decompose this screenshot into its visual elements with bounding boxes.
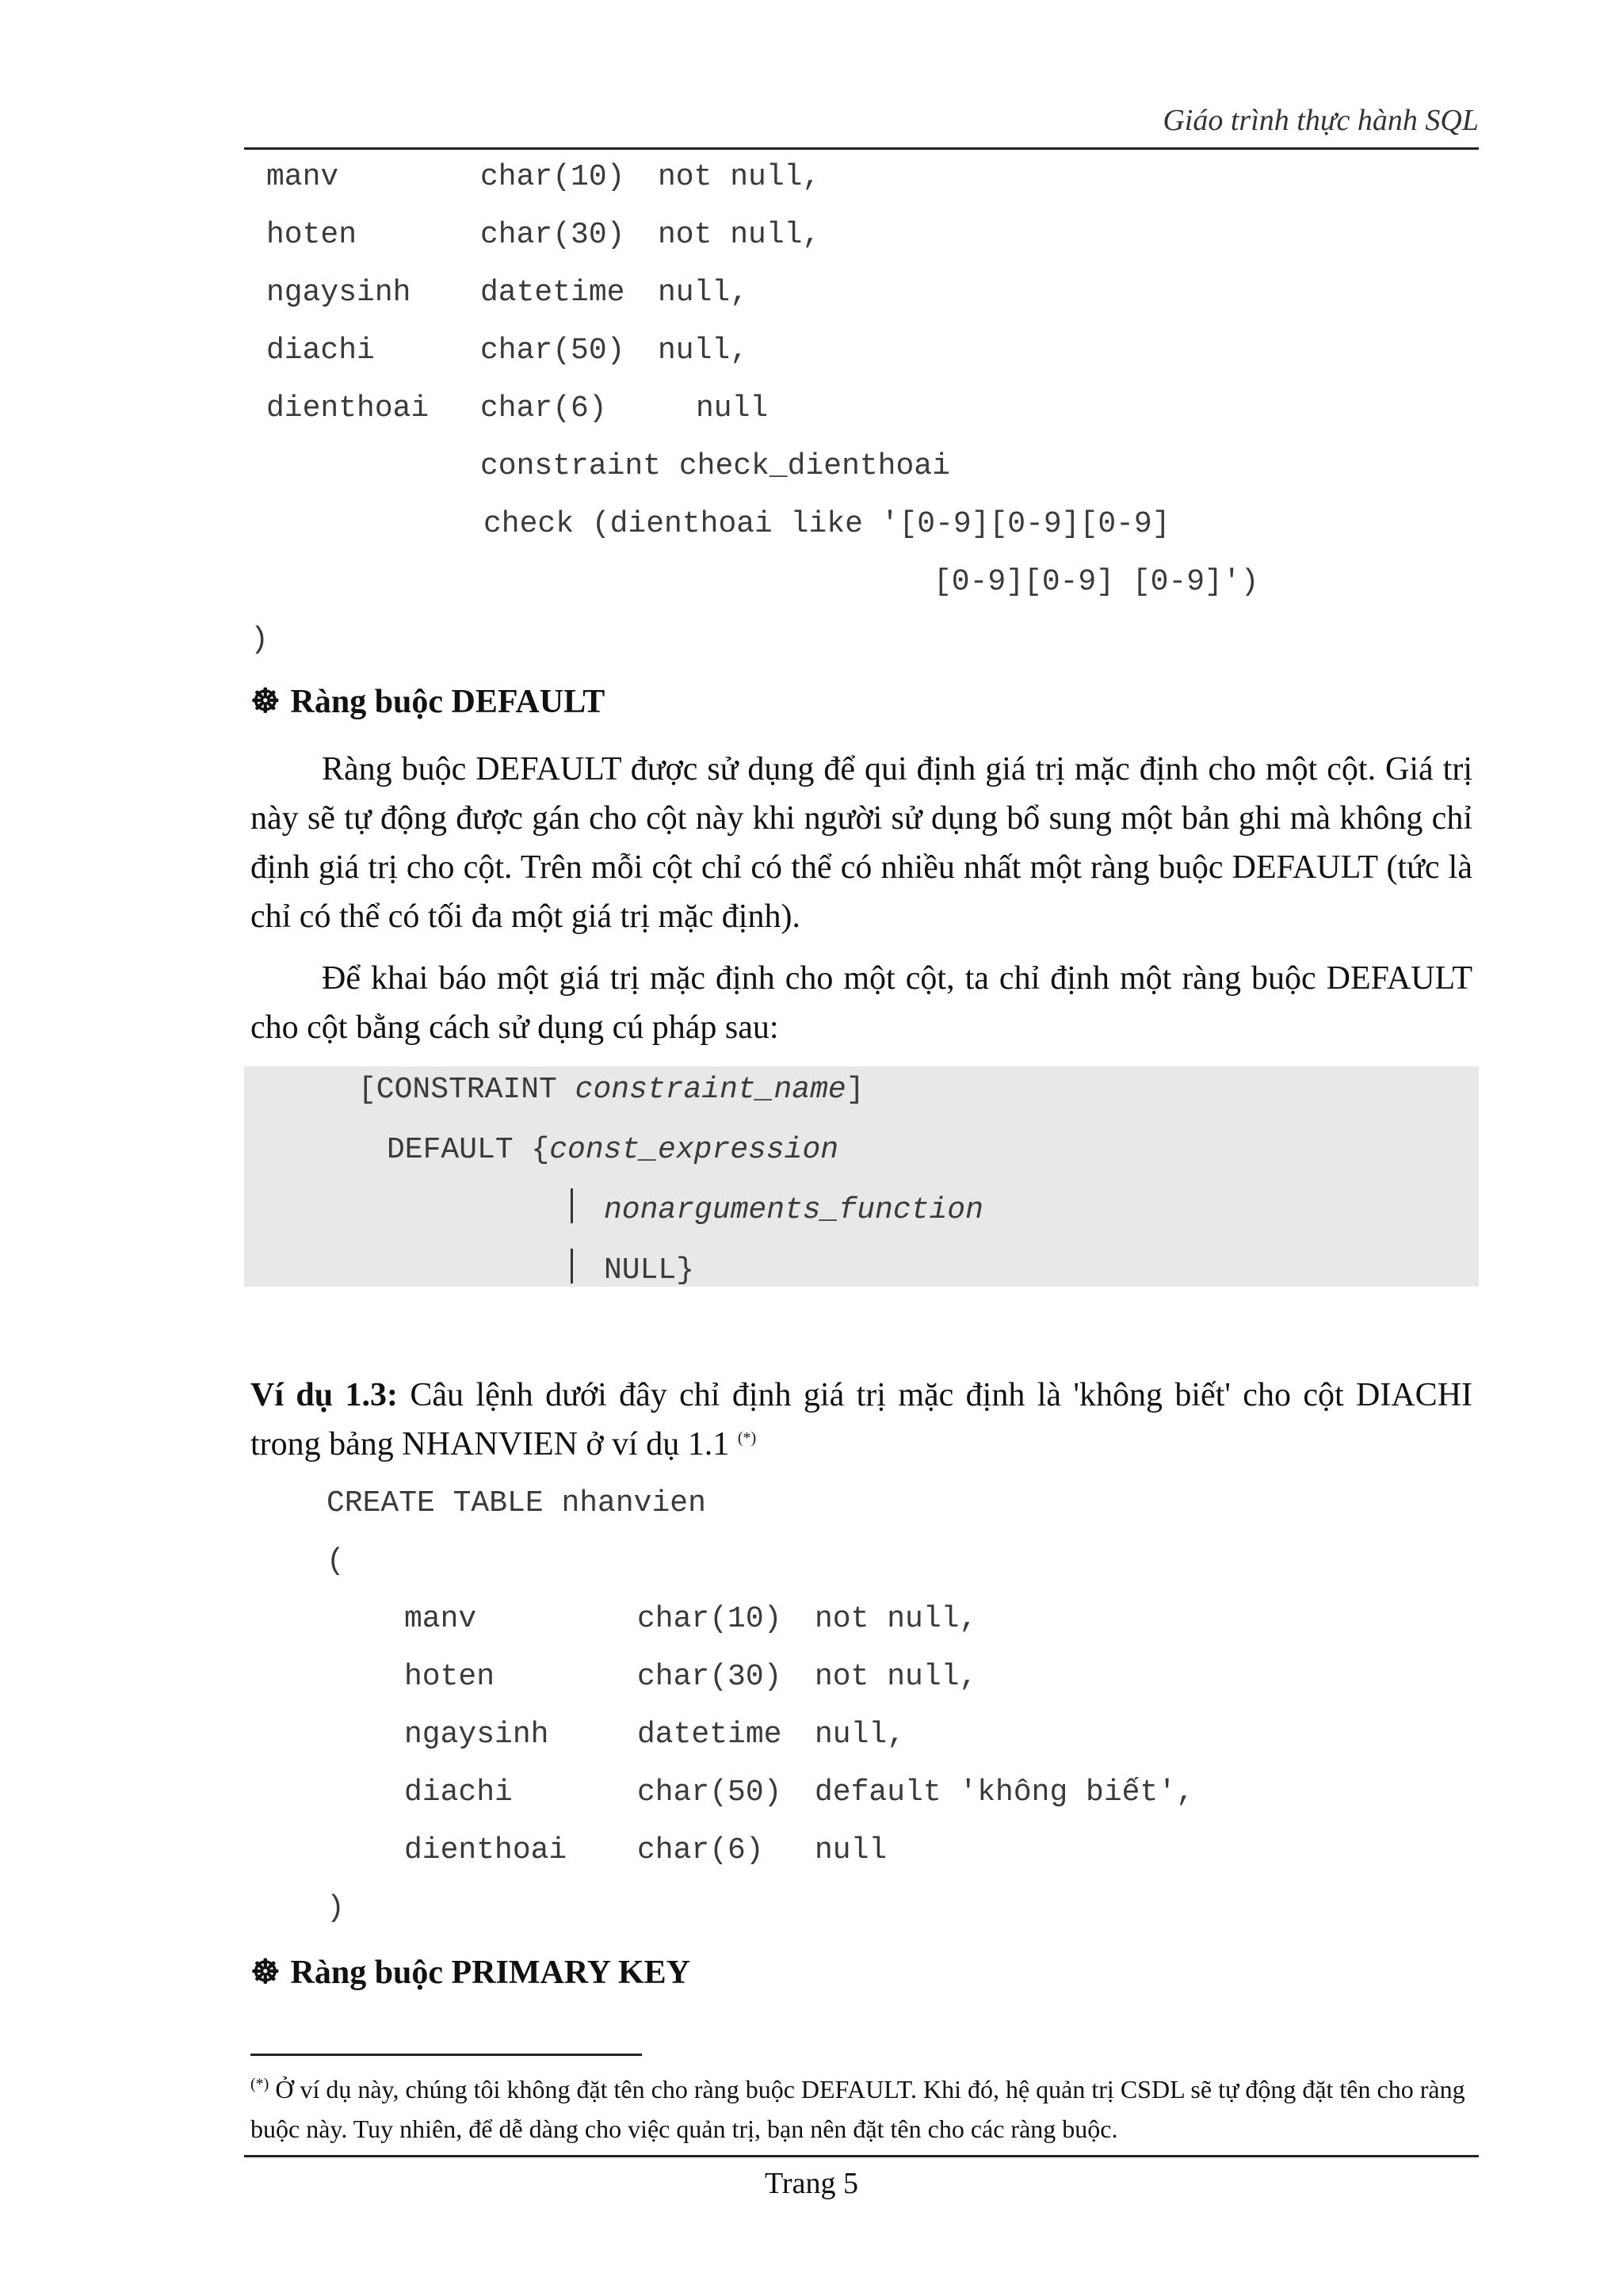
code-check-line-1: check (dienthoai like '[0-9][0-9][0-9]	[483, 507, 1170, 541]
code-col-name: manv	[266, 160, 339, 194]
code-col-name: dienthoai	[266, 391, 430, 425]
page-number: Trang 5	[765, 2167, 858, 2200]
example-label: Ví dụ 1.3:	[250, 1377, 398, 1413]
heading-text: Ràng buộc PRIMARY KEY	[290, 1955, 690, 1991]
syntax-default-keyword: DEFAULT {	[387, 1133, 550, 1167]
code-col-type: char(6)	[480, 391, 607, 425]
code-col-type: char(30)	[480, 218, 625, 252]
example-paragraph	[250, 1371, 1472, 1469]
example-text: Câu lệnh dưới đây chỉ định giá trị mặc định là 'không biết' cho cột DIACHI trong bảng NHANVIEN ở ví dụ 1.1	[250, 1377, 1473, 1463]
code-col-type: char(50)	[480, 334, 625, 368]
code-col-name: diachi	[266, 334, 375, 368]
syntax-null: NULL}	[604, 1253, 695, 1287]
code-col-name: ngaysinh	[404, 1718, 549, 1752]
code-col-rest: not null,	[658, 218, 821, 252]
footnote-reference: (*)	[737, 1429, 757, 1447]
footnote-rule	[250, 2054, 642, 2056]
running-header-title: Giáo trình thực hành SQL	[1163, 104, 1479, 137]
code-check-line-2: [0-9][0-9] [0-9]')	[934, 565, 1259, 599]
paragraph-default-syntax-intro: Để khai báo một giá trị mặc định cho một cột, ta chỉ định một ràng buộc DEFAULT cho cột bằng cách sử dụng cú pháp sau:	[250, 960, 1472, 1046]
code-col-type: char(30)	[637, 1660, 782, 1694]
code-col-rest: null,	[658, 276, 749, 310]
code-col-name: hoten	[404, 1660, 495, 1694]
header-rule	[244, 147, 1479, 150]
code-col-type: char(50)	[637, 1775, 782, 1810]
footnote-text: Ở ví dụ này, chúng tôi không đặt tên cho ràng buộc DEFAULT. Khi đó, hệ quản trị CSDL sẽ tự động đặt tên cho ràng buộc này. Tuy nhiên, để dễ dàng cho việc quản trị, bạn nên đặt tên cho các ràng buộc.	[250, 2075, 1465, 2143]
wheel-bullet-icon: ☸	[250, 1955, 281, 1991]
code-col-name: diachi	[404, 1775, 513, 1810]
code-create-table: CREATE TABLE nhanvien	[327, 1486, 706, 1520]
code-col-name: manv	[404, 1602, 477, 1636]
code-col-type: datetime	[637, 1718, 782, 1752]
code-col-type: char(6)	[637, 1833, 764, 1867]
code-col-rest: null,	[815, 1718, 906, 1752]
code-close-paren: )	[250, 623, 269, 657]
code-col-rest: not null,	[658, 160, 821, 194]
code-col-rest: not null,	[815, 1660, 978, 1694]
code-col-name: ngaysinh	[266, 276, 411, 310]
syntax-constraint-name: constraint_name	[575, 1073, 846, 1107]
section-heading-primary-key	[250, 1952, 690, 1992]
code-col-name: hoten	[266, 218, 357, 252]
code-col-rest: null	[815, 1833, 888, 1867]
code-close-paren: )	[327, 1891, 345, 1925]
syntax-bracket: ]	[846, 1073, 865, 1107]
code-col-rest: default 'không biết',	[815, 1775, 1194, 1810]
code-col-rest: null,	[658, 334, 749, 368]
syntax-const-expression: const_expression	[549, 1133, 839, 1167]
syntax-pipe	[571, 1249, 573, 1283]
code-open-paren: (	[327, 1544, 345, 1578]
syntax-pipe	[571, 1188, 573, 1223]
wheel-bullet-icon: ☸	[250, 684, 281, 720]
section-heading-default	[250, 681, 605, 721]
code-col-rest: null	[696, 391, 769, 425]
code-constraint-line: constraint check_dienthoai	[480, 449, 950, 483]
footer-rule	[244, 2155, 1479, 2157]
code-col-type: char(10)	[637, 1602, 782, 1636]
code-col-name: dienthoai	[404, 1833, 567, 1867]
heading-text: Ràng buộc DEFAULT	[290, 684, 605, 720]
footnote-mark: (*)	[250, 2075, 269, 2093]
syntax-keyword: [CONSTRAINT	[358, 1073, 575, 1107]
syntax-nonarguments-function: nonarguments_function	[604, 1193, 983, 1227]
code-col-type: char(10)	[480, 160, 625, 194]
paragraph-default-description: Ràng buộc DEFAULT được sử dụng để qui định giá trị mặc định cho một cột. Giá trị này sẽ tự động được gán cho cột này khi người sử dụng bổ sung một bản ghi mà không chỉ định giá trị cho cột. Trên mỗi cột chỉ có thể có nhiều nhất một ràng buộc DEFAULT (tức là chỉ có thể có tối đa một giá trị mặc định).	[250, 751, 1472, 935]
code-col-rest: not null,	[815, 1602, 978, 1636]
footnote	[250, 2069, 1472, 2149]
code-col-type: datetime	[480, 276, 625, 310]
